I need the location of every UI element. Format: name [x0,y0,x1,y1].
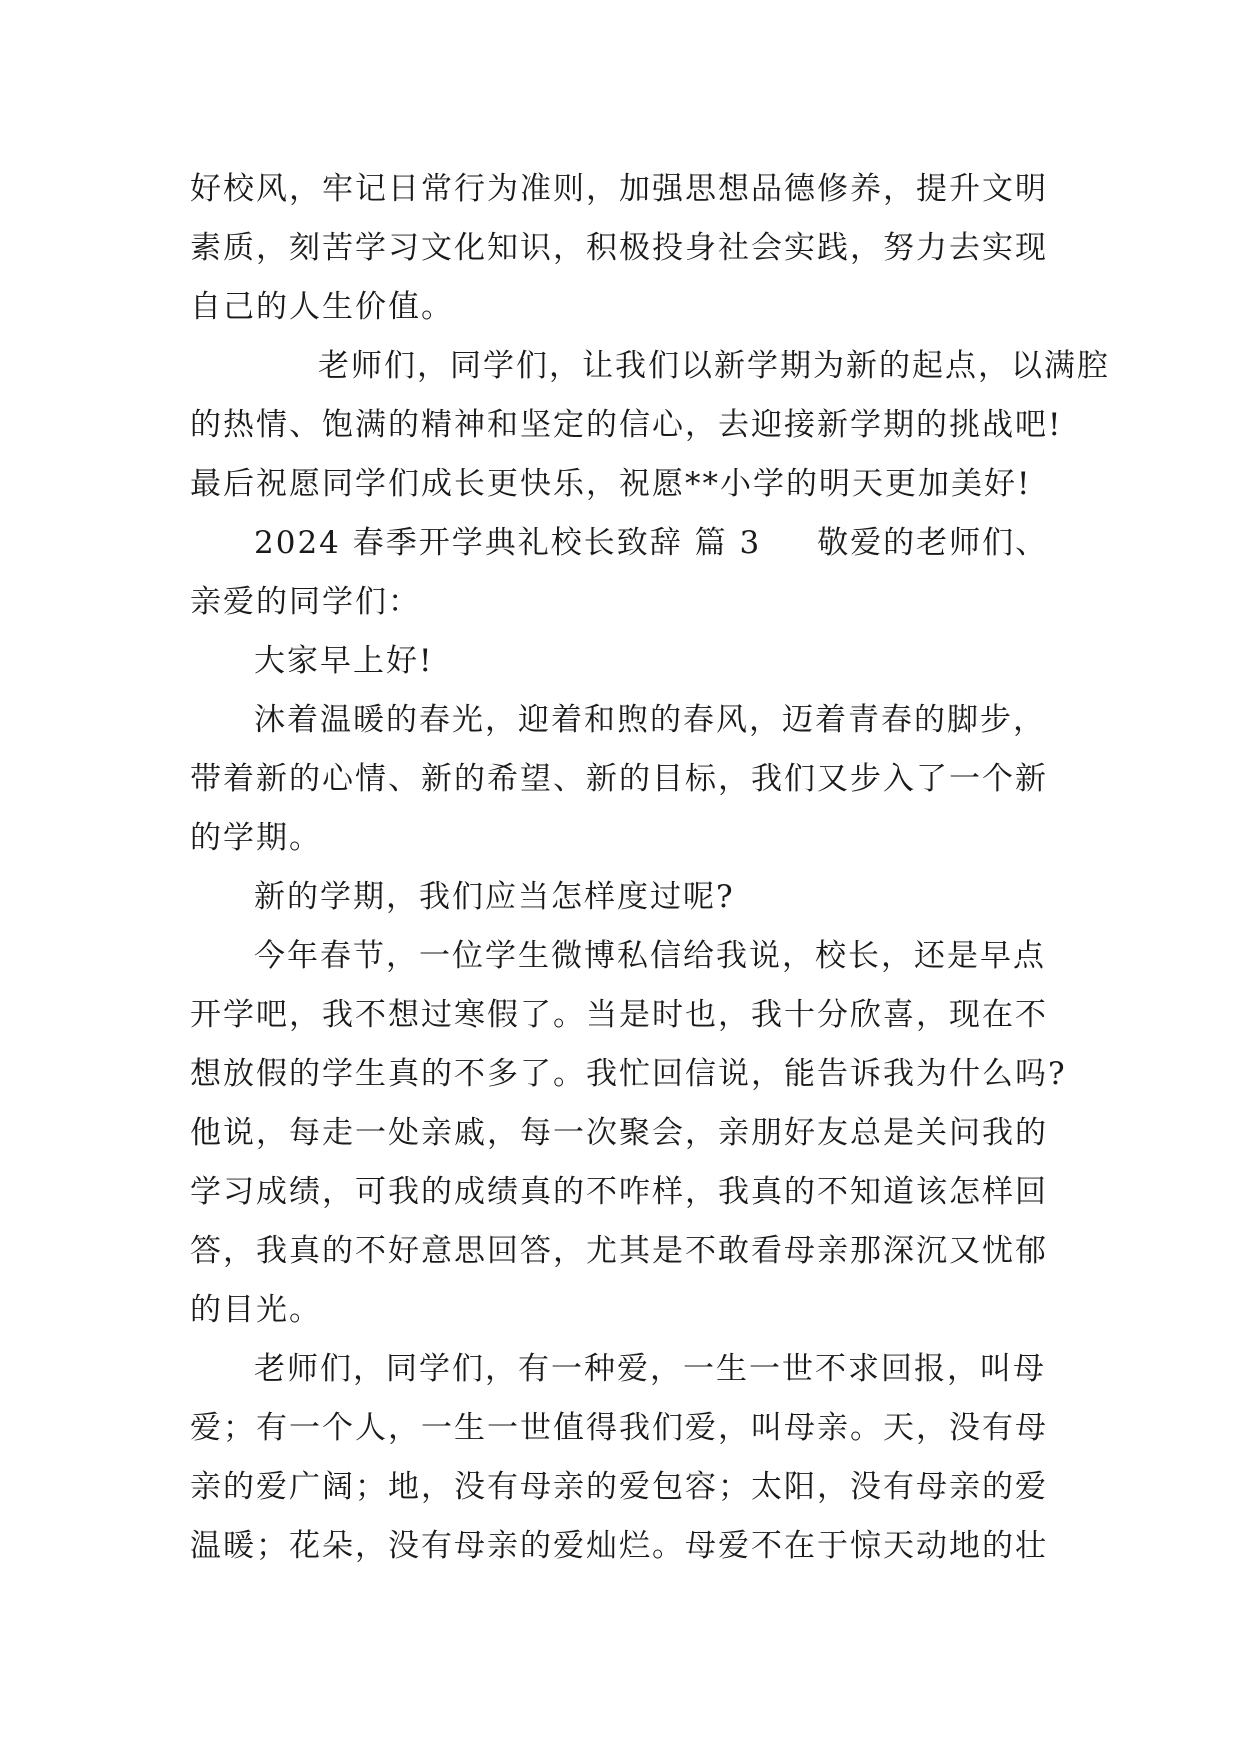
text-line: 带着新的心情、新的希望、新的目标，我们又步入了一个新 [190,761,1048,797]
text-line: 沐着温暖的春光，迎着和煦的春风，迈着青春的脚步， [254,702,1046,738]
text-line: 亲的爱广阔；地，没有母亲的爱包容；太阳，没有母亲的爱 [190,1469,1048,1505]
text-line: 自己的人生价值。 [190,289,454,325]
text-line: 老师们，同学们，有一种爱，一生一世不求回报，叫母 [254,1351,1046,1387]
section-heading: 2024 春季开学典礼校长致辞 篇 3 [254,525,762,561]
paragraph [190,927,1067,1340]
text-line: 的热情、饱满的精神和坚定的信心，去迎接新学期的挑战吧! [190,407,1063,443]
text-line: 开学吧，我不想过寒假了。当是时也，我十分欣喜，现在不 [190,997,1048,1033]
text-line: 的目光。 [190,1292,322,1328]
text-line: 亲爱的同学们： [190,584,421,620]
section-heading-paragraph [190,514,1050,632]
paragraph [190,1340,1050,1576]
text-line: 答，我真的不好意思回答，尤其是不敢看母亲那深沉又忧郁 [190,1233,1048,1269]
text-line: 素质，刻苦学习文化知识，积极投身社会实践，努力去实现 [190,230,1048,266]
text-line: 大家早上好! [254,643,434,679]
text-line: 好校风，牢记日常行为准则，加强思想品德修养，提升文明 [190,171,1048,207]
text-line: 老师们，同学们，让我们以新学期为新的起点，以满腔 [318,348,1110,384]
paragraph [190,337,1110,514]
paragraph [190,160,1050,337]
text-line: 想放假的学生真的不多了。我忙回信说，能告诉我为什么吗? [190,1056,1067,1092]
paragraph [190,632,1050,691]
document-body [190,160,1110,1576]
text-line: 的学期。 [190,820,322,856]
paragraph [190,868,1050,927]
text-line: 温暖；花朵，没有母亲的爱灿烂。母爱不在于惊天动地的壮 [190,1528,1048,1564]
text-line: 今年春节，一位学生微博私信给我说，校长，还是早点 [254,938,1046,974]
text-line: 学习成绩，可我的成绩真的不咋样，我真的不知道该怎样回 [190,1174,1048,1210]
text-line: 新的学期，我们应当怎样度过呢? [254,879,735,915]
salutation-text: 敬爱的老师们、 [817,525,1049,561]
text-line: 爱；有一个人，一生一世值得我们爱，叫母亲。天，没有母 [190,1410,1048,1446]
text-line: 他说，每走一处亲戚，每一次聚会，亲朋好友总是关问我的 [190,1115,1048,1151]
paragraph [190,691,1050,868]
text-line: 最后祝愿同学们成长更快乐，祝愿**小学的明天更加美好! [190,466,1032,502]
heading-line [190,514,1050,573]
